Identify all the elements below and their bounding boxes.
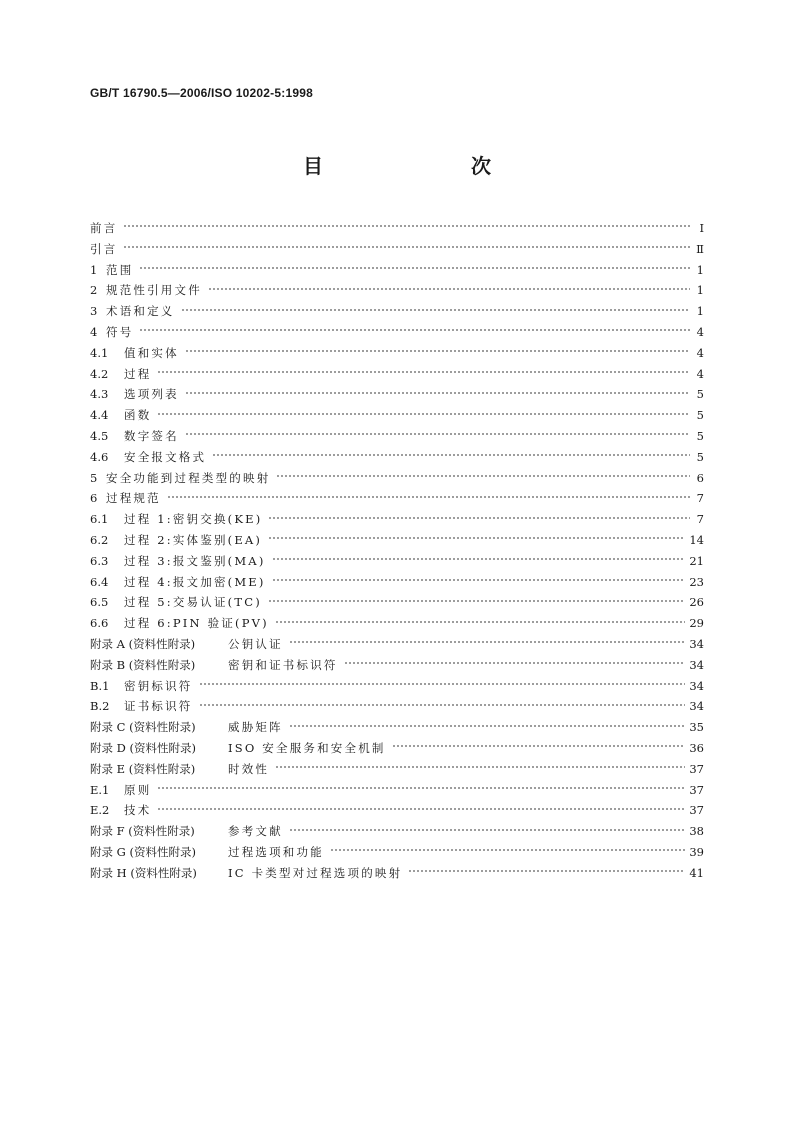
toc-entry-title: ISO 安全服务和安全机制 [228,740,386,755]
toc-entry-page: 36 [689,740,704,755]
toc-entry-title: 参考文献 [228,824,283,839]
toc-leader-dots [139,329,690,331]
toc-leader-dots [199,704,686,706]
toc-entry-page: 4 [696,324,704,339]
toc-entry-number: 附录 G (资料性附录) [90,844,196,859]
toc-entry-title: 公钥认证 [228,636,283,651]
toc-entry-page: 23 [689,574,704,589]
toc-entry-page: 5 [696,408,704,423]
toc-entry-number: 6.6 [90,616,109,631]
toc-entry-title: 符号 [106,324,134,339]
toc-leader-dots [185,392,690,394]
toc-entry-title: IC 卡类型对过程选项的映射 [228,865,403,880]
toc-entry-page: 7 [696,491,704,506]
toc-leader-dots [212,454,690,456]
toc-entry[interactable] [90,364,704,385]
toc-entry-page: 37 [689,782,704,797]
page-title: 目 次 [303,154,527,178]
toc-entry-title: 过程 [124,366,152,381]
toc-entry[interactable] [90,384,704,405]
toc-entry[interactable] [90,863,704,884]
toc-entry[interactable] [90,322,704,343]
toc-entry-number: 2 [90,283,98,298]
toc-leader-dots [199,683,686,685]
toc-leader-dots [268,537,685,539]
toc-entry-page: 6 [696,470,704,485]
toc-entry-number: E.1 [90,782,110,797]
toc-leader-dots [272,558,686,560]
toc-entry-page: Ⅱ [696,241,704,256]
toc-entry-title: 范围 [106,262,134,277]
toc-leader-dots [289,829,686,831]
toc-leader-dots [330,849,685,851]
toc-entry-page: 1 [696,262,704,277]
toc-entry[interactable] [90,530,704,551]
toc-entry[interactable] [90,468,704,489]
toc-entry-page: 41 [689,865,704,880]
toc-entry[interactable] [90,280,704,301]
toc-entry-number: 6.4 [90,574,109,589]
toc-leader-dots [276,475,690,477]
toc-entry-title: 过程 4:报文加密(ME) [124,574,266,589]
toc-entry-page: 1 [696,283,704,298]
toc-entry[interactable] [90,676,704,697]
toc-entry[interactable] [90,447,704,468]
toc-leader-dots [268,517,690,519]
toc-entry-page: 38 [689,824,704,839]
toc-entry[interactable] [90,613,704,634]
toc-leader-dots [268,600,685,602]
toc-entry[interactable] [90,634,704,655]
toc-entry-page: 34 [689,636,704,651]
toc-entry-title: 引言 [90,241,118,256]
toc-entry[interactable] [90,426,704,447]
toc-leader-dots [167,496,690,498]
toc-entry-title: 原则 [124,782,152,797]
toc-entry-page: 5 [696,428,704,443]
toc-entry[interactable] [90,239,704,260]
toc-entry-title: 值和实体 [124,345,179,360]
toc-leader-dots [408,870,685,872]
toc-entry-number: 4.3 [90,387,109,402]
toc-entry-number: 1 [90,262,98,277]
toc-leader-dots [392,745,686,747]
toc-leader-dots [123,246,690,248]
toc-leader-dots [344,662,686,664]
toc-entry-page: 37 [689,761,704,776]
toc-entry-number: 6 [90,491,98,506]
toc-entry-title: 选项列表 [124,387,179,402]
toc-entry-page: 4 [696,366,704,381]
toc-entry-title: 过程规范 [106,491,161,506]
toc-entry-number: 3 [90,304,98,319]
toc-entry-page: 37 [689,803,704,818]
toc-entry-title: 威胁矩阵 [228,720,283,735]
toc-entry[interactable] [90,759,704,780]
toc-entry-title: 密钥标识符 [124,678,193,693]
toc-entry-title: 术语和定义 [106,304,175,319]
toc-entry[interactable] [90,592,704,613]
toc-entry-title: 密钥和证书标识符 [228,657,338,672]
toc-entry-number: 附录 H (资料性附录) [90,865,197,880]
toc-entry-number: 4 [90,324,98,339]
toc-leader-dots [181,309,691,311]
toc-entry-number: 附录 E (资料性附录) [90,761,196,776]
toc-leader-dots [157,808,685,810]
toc-leader-dots [185,350,690,352]
toc-entry[interactable] [90,821,704,842]
toc-leader-dots [272,579,686,581]
toc-entry[interactable] [90,301,704,322]
toc-entry-page: 5 [696,387,704,402]
toc-entry[interactable] [90,260,704,281]
standard-id-header: GB/T 16790.5—2006/ISO 10202-5:1998 [90,86,313,100]
toc-entry-page: 14 [689,532,704,547]
toc-entry-number: B.2 [90,699,110,714]
toc-entry-number: 6.2 [90,532,109,547]
toc-entry-title: 过程 1:密钥交换(KE) [124,512,263,527]
toc-entry[interactable] [90,696,704,717]
toc-leader-dots [185,433,690,435]
toc-entry-page: 34 [689,678,704,693]
toc-entry-number: E.2 [90,803,110,818]
toc-entry-number: 4.5 [90,428,109,443]
toc-entry-page: 29 [689,616,704,631]
toc-entry-number: B.1 [90,678,110,693]
toc-leader-dots [123,225,690,227]
toc-entry-page: 21 [689,553,704,568]
toc-entry-title: 过程 2:实体鉴别(EA) [124,532,263,547]
toc-entry-page: 1 [696,304,704,319]
toc-entry-page: 7 [696,512,704,527]
toc-entry-title: 技术 [124,803,152,818]
toc-entry[interactable] [90,509,704,530]
toc-leader-dots [289,725,686,727]
toc-entry-page: 4 [696,345,704,360]
toc-entry-title: 过程 5:交易认证(TC) [124,595,262,610]
toc-entry-title: 数字签名 [124,428,179,443]
toc-entry-page: 34 [689,657,704,672]
toc-entry-page: 39 [689,844,704,859]
toc-entry-number: 5 [90,470,98,485]
toc-entry-number: 4.6 [90,449,109,464]
toc-leader-dots [275,766,685,768]
toc-entry[interactable] [90,738,704,759]
toc-entry-page: 5 [696,449,704,464]
toc-entry[interactable] [90,780,704,801]
toc-entry-title: 函数 [124,408,152,423]
toc-entry-page: 26 [689,595,704,610]
toc-leader-dots [157,413,690,415]
toc-entry-title: 前言 [90,221,118,235]
toc-entry-number: 4.1 [90,345,109,360]
toc-entry-number: 6.5 [90,595,109,610]
toc-entry[interactable] [90,551,704,572]
toc-entry-number: 附录 D (资料性附录) [90,740,197,755]
toc-entry[interactable] [90,572,704,593]
toc-leader-dots [157,371,690,373]
toc-entry-number: 附录 C (资料性附录) [90,720,196,735]
toc-entry-number: 附录 F (资料性附录) [90,824,195,839]
toc-entry-number: 附录 A (资料性附录) [90,636,196,651]
toc-leader-dots [157,787,685,789]
toc-entry-number: 6.3 [90,553,109,568]
toc-entry[interactable] [90,343,704,364]
toc-entry-title: 过程 3:报文鉴别(MA) [124,553,266,568]
toc-entry-title: 时效性 [228,761,270,776]
toc-entry-page: 34 [689,699,704,714]
toc-entry-title: 安全功能到过程类型的映射 [106,470,271,485]
toc-entry-page: 35 [689,720,704,735]
toc-entry[interactable] [90,218,704,239]
toc-entry[interactable] [90,842,704,863]
toc-entry-number: 附录 B (资料性附录) [90,657,196,672]
toc-entry-number: 4.2 [90,366,109,381]
toc-entry-title: 规范性引用文件 [106,283,202,298]
toc-entry-page: Ⅰ [699,221,704,235]
toc-entry-title: 安全报文格式 [124,449,207,464]
toc-entry-title: 过程选项和功能 [228,844,324,859]
toc-leader-dots [139,267,690,269]
toc-leader-dots [289,641,686,643]
table-of-contents [90,218,704,884]
toc-entry[interactable] [90,405,704,426]
toc-entry-number: 4.4 [90,408,109,423]
toc-entry-title: 证书标识符 [124,699,193,714]
toc-leader-dots [275,621,685,623]
toc-leader-dots [208,288,690,290]
toc-entry[interactable] [90,800,704,821]
toc-entry[interactable] [90,655,704,676]
toc-entry-title: 过程 6:PIN 验证(PV) [124,616,269,631]
toc-entry[interactable] [90,488,704,509]
toc-entry[interactable] [90,717,704,738]
toc-entry-number: 6.1 [90,512,109,527]
